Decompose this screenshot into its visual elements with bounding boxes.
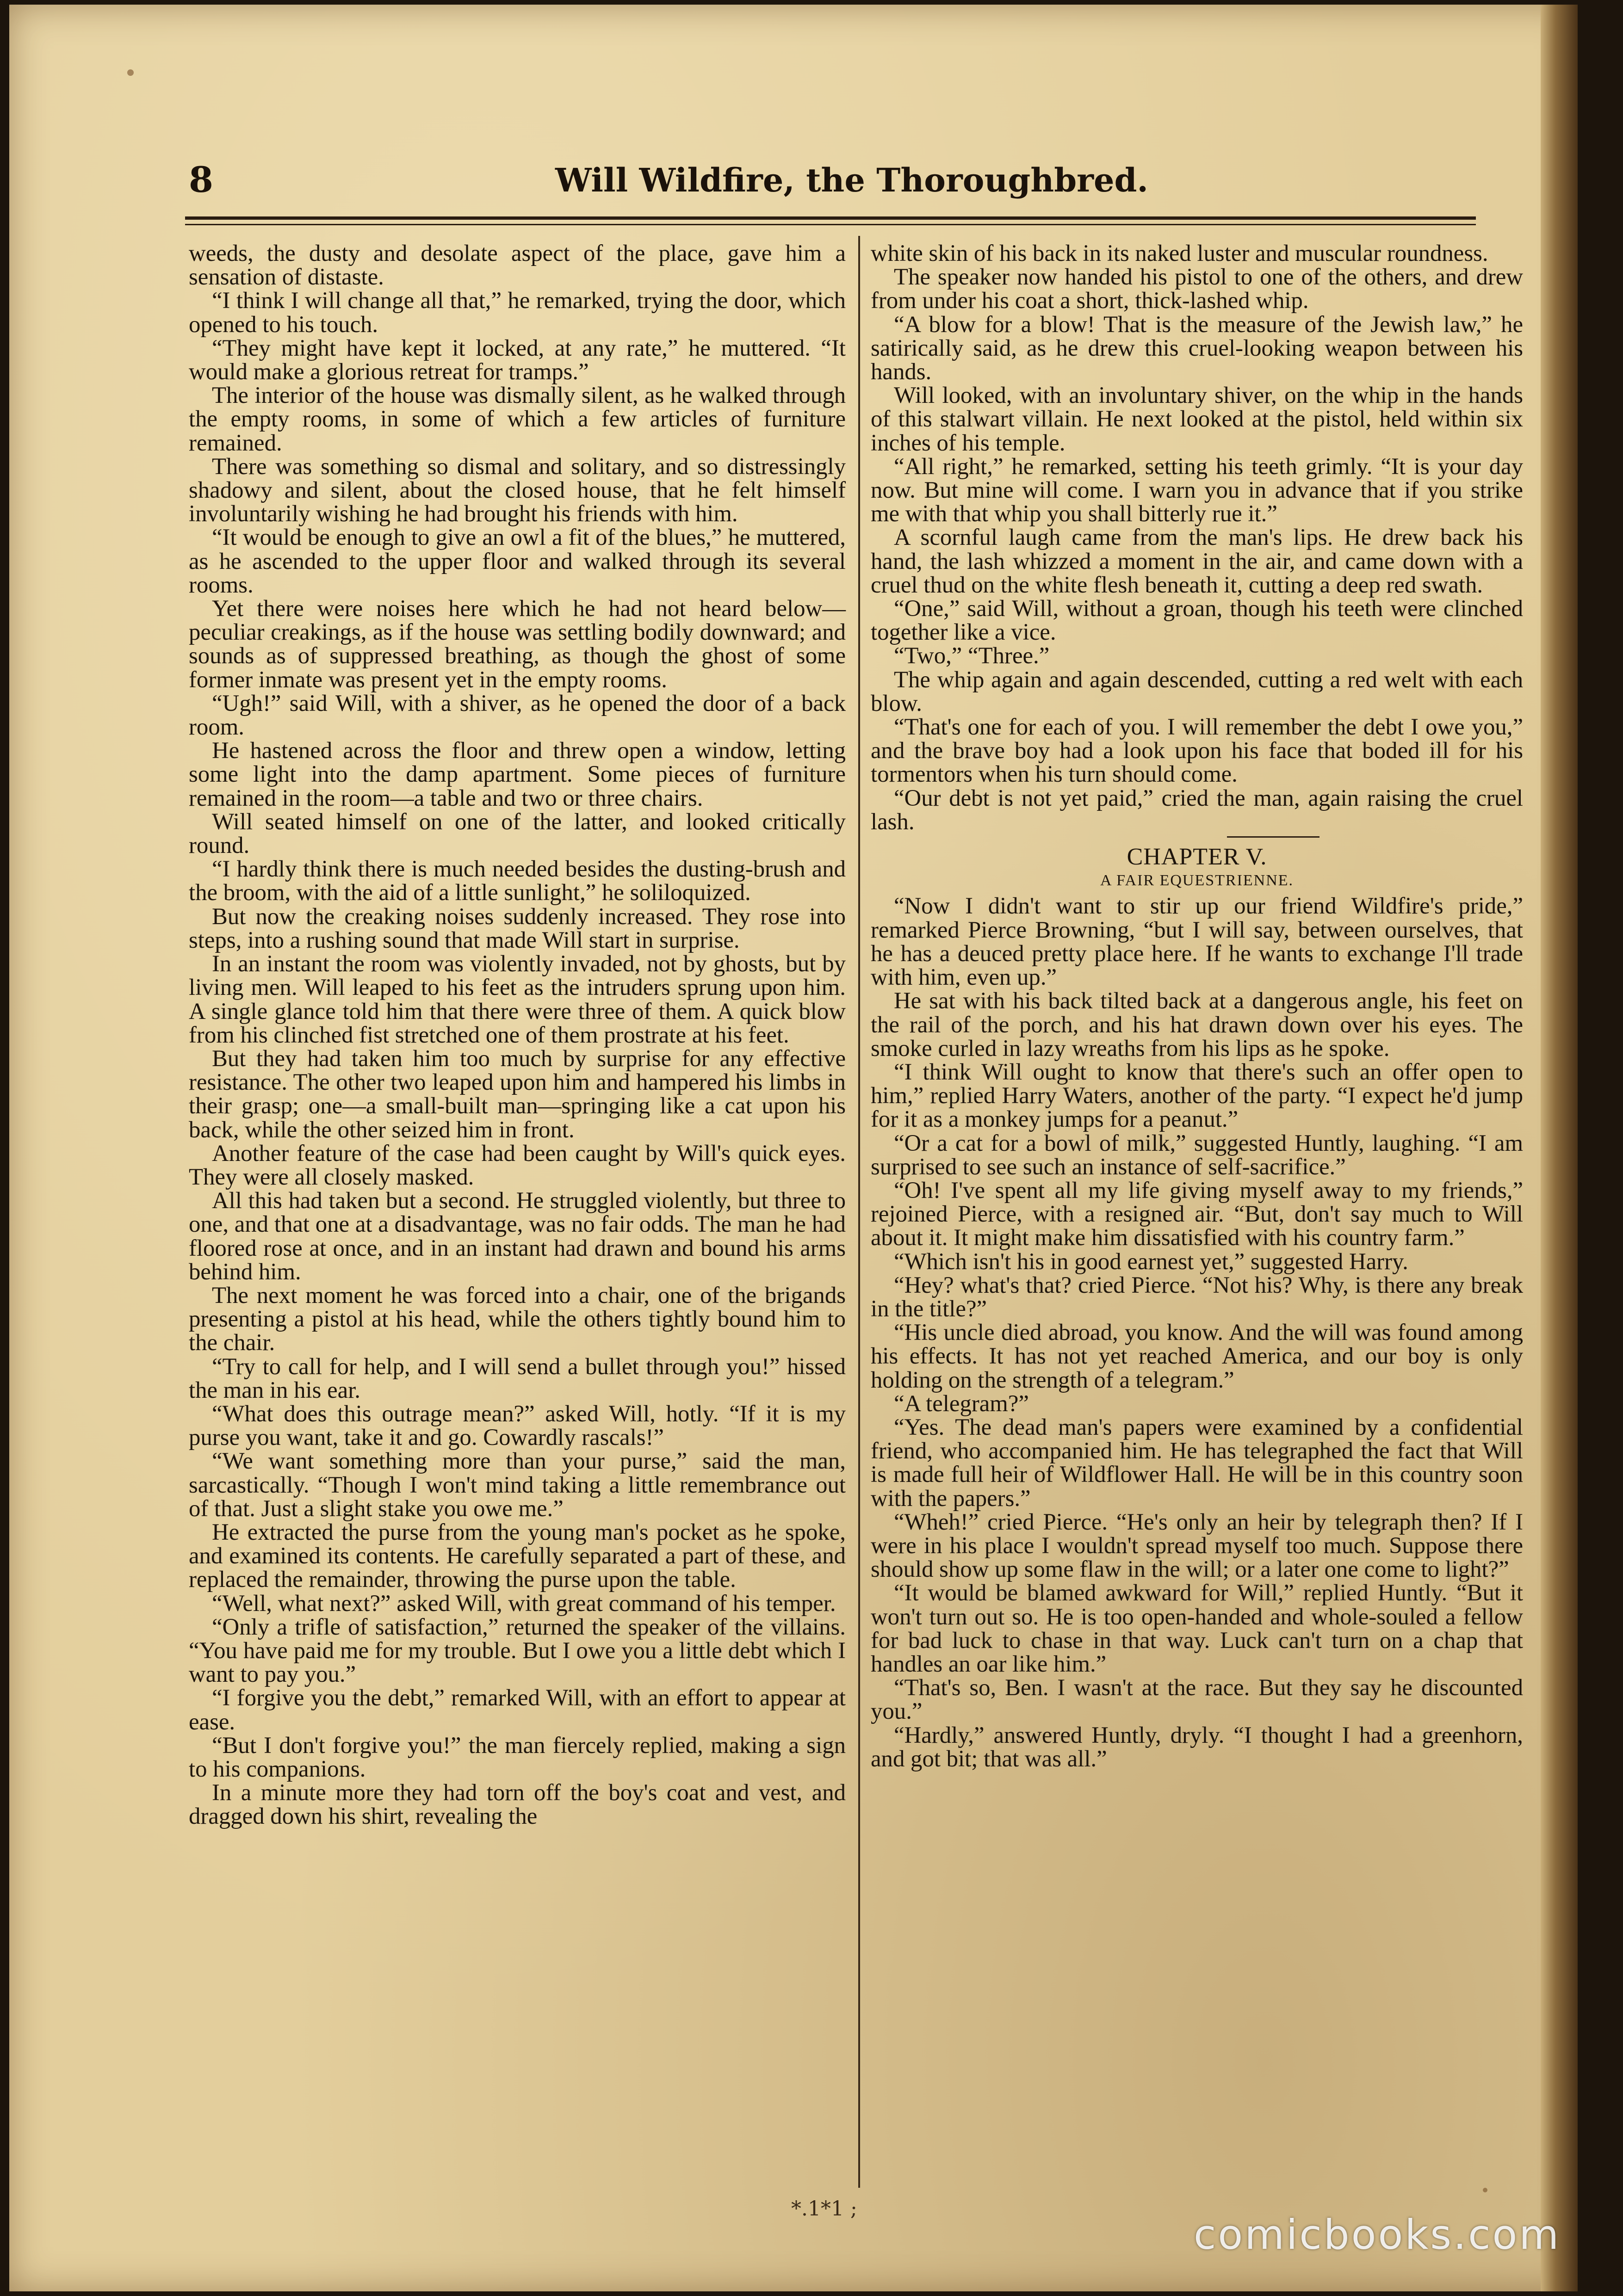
- paragraph: “I hardly think there is much needed besides the dusting-brush and the broom, with the aid of a little sunlight,” he soliloquized.: [189, 856, 846, 906]
- running-title: Will Wildfire, the Thoroughbred.: [555, 161, 1148, 199]
- paragraph: “But I don't forgive you!” the man fiercely replied, making a sign to his companions.: [189, 1732, 846, 1782]
- paragraph: “His uncle died abroad, you know. And the will was found among his effects. It has not yet reached America, and our boy is only holding on the strength of a telegram.”: [871, 1319, 1523, 1393]
- paragraph: “Which isn't his in good earnest yet,” suggested Harry.: [894, 1248, 1408, 1274]
- paragraph: “That's one for each of you. I will remember the debt I owe you,” and the brave boy had a look upon his face that boded ill for his tormentors when his turn should come.: [871, 714, 1523, 787]
- paragraph: In an instant the room was violently invaded, not by ghosts, but by living men. Will leaped to his feet as the intruders sprung upon him. A single glance told him that there were three of them. A quick blow from his clinched fist stretched one of them prostrate at his feet.: [189, 950, 846, 1048]
- paragraph: “Or a cat for a bowl of milk,” suggested Huntly, laughing. “I am surprised to see such an instance of self-sacrifice.”: [871, 1129, 1523, 1179]
- paragraph: A scornful laugh came from the man's lips. He drew back his hand, the lash whizzed a moment in the air, and came down with a cruel thud on the white flesh beneath it, cutting a deep red swath.: [871, 524, 1523, 598]
- paragraph: “Only a trifle of satisfaction,” returned the speaker of the villains. “You have paid me for my trouble. But I owe you a little debt which I want to pay you.”: [189, 1613, 846, 1687]
- paragraph: But they had taken him too much by surprise for any effective resistance. The other two leaped upon him and hampered his limbs in their grasp; one—a small-built man—springing like a cat upon his back, while the other seized him in front.: [189, 1045, 846, 1142]
- paragraph: Yet there were noises here which he had not heard below—peculiar creakings, as if the house was settling bodily downward; and sounds as of suppressed breathing, as though the ghost of some former inmate was present yet in the empty rooms.: [189, 595, 846, 692]
- paragraph: “All right,” he remarked, setting his teeth grimly. “It is your day now. But mine will come. I warn you in advance that if you strike me with that whip you shall bitterly rue it.”: [871, 453, 1523, 527]
- column-divider: [858, 236, 860, 2188]
- paragraph: “It would be blamed awkward for Will,” replied Huntly. “But it won't turn out so. He is too open-handed and whole-souled a fellow for bad luck to chase in that way. Luck can't turn on a chap that handles an oar like him.”: [871, 1580, 1523, 1677]
- paragraph: “Oh! I've spent all my life giving myself away to my friends,” rejoined Pierce, with a resigned air. “But, don't say much to Will about it. It might make him dissatisfied with his country farm.”: [871, 1177, 1523, 1251]
- paragraph: He extracted the purse from the young man's pocket as he spoke, and examined its contents. He carefully separated a part of these, and replaced the remainder, throwing the purse upon the table.: [189, 1518, 846, 1592]
- chapter-divider: [1227, 836, 1319, 838]
- paragraph: “That's so, Ben. I wasn't at the race. But they say he discounted you.”: [871, 1674, 1523, 1724]
- paragraph: “Try to call for help, and I will send a bullet through you!” hissed the man in his ear.: [189, 1353, 846, 1403]
- paragraph: The speaker now handed his pistol to one of the others, and drew from under his coat a short, thick-lashed whip.: [871, 264, 1523, 314]
- paragraph: “We want something more than your purse,” said the man, sarcastically. “Though I won't mind taking a little remembrance out of that. Just a slight stake you owe me.”: [189, 1448, 846, 1521]
- paragraph: The interior of the house was dismally silent, as he walked through the empty rooms, in some of which a few articles of furniture remained.: [189, 382, 846, 456]
- paragraph: white skin of his back in its naked luster and muscular roundness.: [871, 240, 1488, 266]
- paragraph: weeds, the dusty and desolate aspect of the place, gave him a sensation of distaste.: [189, 240, 846, 290]
- paragraph: “Two,” “Three.”: [894, 642, 1050, 669]
- paragraph: “Yes. The dead man's papers were examined by a confidential friend, who accompanied him. He has telegraphed the fact that Will is made full heir of Wildflower Hall. He will be in this country soon with the papers.”: [871, 1413, 1523, 1511]
- paragraph: The next moment he was forced into a chair, one of the brigands presenting a pistol at his head, while the others tightly bound him to the chair.: [189, 1282, 846, 1356]
- paragraph: “What does this outrage mean?” asked Will, hotly. “If it is my purse you want, take it and go. Cowardly rascals!”: [189, 1400, 846, 1450]
- paragraph: He sat with his back tilted back at a dangerous angle, his feet on the rail of the porch, and his hat drawn down over his eyes. The smoke curled in lazy wreaths from his lips as he spoke.: [871, 988, 1523, 1061]
- paragraph: Will seated himself on one of the latter, and looked critically round.: [189, 808, 846, 858]
- printer-mark: *.1*1 ;: [791, 2197, 857, 2221]
- book-page: [9, 5, 1578, 2291]
- chapter-subtitle: A FAIR EQUESTRIENNE.: [1100, 872, 1294, 889]
- paragraph: Another feature of the case had been caught by Will's quick eyes. They were all closely masked.: [189, 1140, 846, 1190]
- paragraph: Will looked, with an involuntary shiver, on the whip in the hands of this stalwart villain. He next looked at the pistol, held within six inches of his temple.: [871, 382, 1523, 456]
- paragraph: He hastened across the floor and threw open a window, letting some light into the damp apartment. Some pieces of furniture remained in the room—a table and two or three chairs.: [189, 737, 846, 811]
- paragraph: “It would be enough to give an owl a fit of the blues,” he muttered, as he ascended to the upper floor and walked through its several rooms.: [189, 524, 846, 598]
- right-text-column: [871, 241, 1523, 1771]
- paragraph: “I think I will change all that,” he remarked, trying the door, which opened to his touch.: [189, 287, 846, 337]
- paragraph: “One,” said Will, without a groan, though his teeth were clinched together like a vice.: [871, 595, 1523, 645]
- page-header: [180, 157, 1476, 208]
- paragraph: All this had taken but a second. He struggled violently, but three to one, and that one at a disadvantage, was no fair odds. The man he had floored rose at once, and in an instant had drawn and bound his arms behind him.: [189, 1187, 846, 1284]
- chapter-title: CHAPTER V.: [1127, 844, 1267, 870]
- paragraph: “Well, what next?” asked Will, with great command of his temper.: [212, 1590, 836, 1616]
- header-rule: [185, 216, 1476, 220]
- paragraph: “Our debt is not yet paid,” cried the man, again raising the cruel lash.: [871, 784, 1523, 834]
- site-watermark: comicbooks.com: [1194, 2211, 1561, 2259]
- paragraph: “Hey? what's that? cried Pierce. “Not his? Why, is there any break in the title?”: [871, 1271, 1523, 1321]
- left-text-column: [189, 241, 846, 1828]
- page-number: 8: [189, 159, 213, 200]
- paragraph: “I think Will ought to know that there's such an offer open to him,” replied Harry Waters, another of the party. “I expect he'd jump for it as a monkey jumps for a peanut.”: [871, 1058, 1523, 1132]
- page-spine: [1541, 5, 1578, 2291]
- paragraph: In a minute more they had torn off the boy's coat and vest, and dragged down his shirt, revealing the: [189, 1779, 846, 1829]
- header-rule-thin: [185, 224, 1476, 225]
- paragraph: “They might have kept it locked, at any rate,” he muttered. “It would make a glorious retreat for tramps.”: [189, 334, 846, 385]
- paragraph: “Hardly,” answered Huntly, dryly. “I thought I had a greenhorn, and got bit; that was all.”: [871, 1722, 1523, 1771]
- ink-spot: [1483, 2188, 1487, 2192]
- paragraph: “Now I didn't want to stir up our friend Wildfire's pride,” remarked Pierce Browning, “but I will say, between ourselves, that he has a deuced pretty place here. If he wants to exchange I'll trade with him, even up.”: [871, 893, 1523, 990]
- paragraph: “A telegram?”: [894, 1390, 1029, 1416]
- paragraph: “Ugh!” said Will, with a shiver, as he opened the door of a back room.: [189, 690, 846, 740]
- paragraph: “A blow for a blow! That is the measure of the Jewish law,” he satirically said, as he drew this cruel-looking weapon between his hands.: [871, 311, 1523, 385]
- paragraph: “I forgive you the debt,” remarked Will, with an effort to appear at ease.: [189, 1685, 846, 1734]
- paragraph: “Wheh!” cried Pierce. “He's only an heir by telegraph then? If I were in his place I wouldn't spread myself too much. Suppose there should show up some flaw in the will; or a later one come to light?”: [871, 1508, 1523, 1582]
- paragraph: There was something so dismal and solitary, and so distressingly shadowy and silent, about the closed house, that he felt himself involuntarily wishing he had brought his friends with him.: [189, 453, 846, 527]
- paragraph: The whip again and again descended, cutting a red welt with each blow.: [871, 666, 1523, 716]
- paragraph: But now the creaking noises suddenly increased. They rose into steps, into a rushing sound that made Will start in surprise.: [189, 903, 846, 953]
- ink-spot: [127, 69, 134, 76]
